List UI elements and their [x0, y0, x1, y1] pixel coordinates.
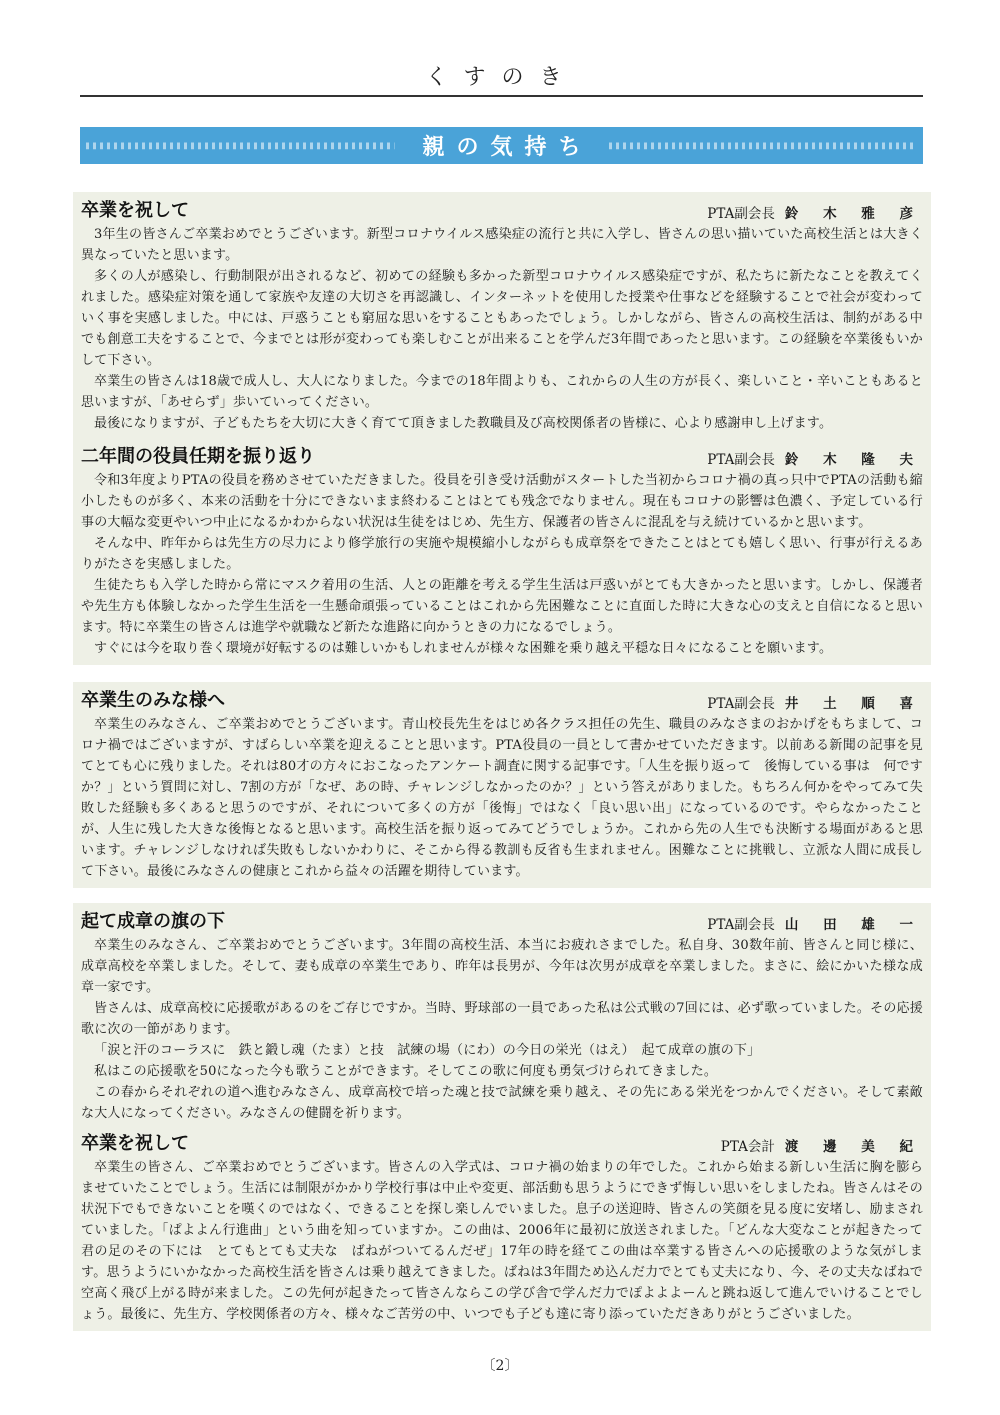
section-author — [707, 913, 923, 933]
section-title: 二年間の役員任期を振り返り — [81, 446, 315, 467]
section-header — [81, 1129, 923, 1155]
author-role: PTA副会長 — [707, 696, 775, 712]
section-paragraph: 「涙と汗のコーラスに 鉄と鍛し魂（たま）と技 試練の場（にわ）の今日の栄光（はえ） 起て成章の旗の下」 — [94, 1043, 761, 1058]
section-paragraph: 卒業生のみなさん、ご卒業おめでとうございます。青山校長先生をはじめ各クラス担任の先生、職員のみなさまのおかげをもちまして、コロナ禍ではございますが、すばらしい卒業を迎えることと思います。PTA役員の一員として書かせていただきます。以前ある新聞の記事を見てとても心に残りました。それは80才の方々におこなったアンケート調査に関する記事です。「人生を振り返って 後悔している事は 何ですか？」という質問に対し、7割の方が「なぜ、あの時、チャレンジしなかったのか？」という答えがありました。もちろん何かをやってみて失敗した経験も多くあると思うのですが、それについて多くの方が「後悔」ではなく「良い思い出」になっているのです。やらなかったことが、人生に残した大きな後悔となると思います。高校生活を振り返ってみてどうでしょうか。これから先の人生でも決断する場面があると思います。チャレンジしなければ失敗もしないかわりに、そこから得る教訓も反省も生まれません。困難なことに挑戦し、立派な人間に成長して下さい。最後にみなさんの健康とこれから益々の活躍を期待しています。 — [81, 717, 923, 879]
section-paragraph: 生徒たちも入学した時から常にマスク着用の生活、人との距離を考える学生生活は戸惑いがとても大きかったと思います。しかし、保護者や先生方も体験しなかった学生生活を一生懸命頑張っていることはこれから先困難なことに直面した時に大きな心の支えと自信になると思います。特に卒業生の皆さんは進学や就職など新たな進路に向かうときの力になるでしょう。 — [81, 578, 923, 635]
section-author — [707, 202, 923, 222]
author-role: PTA副会長 — [707, 452, 775, 468]
banner-title: 親の気持ち — [422, 135, 593, 160]
section-paragraph: 卒業生のみなさん、ご卒業おめでとうございます。3年間の高校生活、本当にお疲れさまでした。私自身、30数年前、皆さんと同じ様に、成章高校を卒業しました。そして、妻も成章の卒業生であり、昨年は長男が、今年は次男が成章を卒業しました。まさに、絵にかいた様な成章一家です。 — [81, 938, 923, 995]
message-section — [73, 1125, 937, 1331]
section-paragraph: 皆さんは、成章高校に応援歌があるのをご存じですか。当時、野球部の一員であった私は公式戦の7回には、必ず歌っていました。その応援歌に次の一節があります。 — [81, 1001, 923, 1037]
message-section — [73, 192, 931, 440]
author-name: 鈴 木 隆 夫 — [784, 452, 923, 468]
header-rule — [80, 95, 923, 97]
section-author — [707, 448, 923, 468]
section-author — [707, 692, 923, 712]
section-paragraph: 多くの人が感染し、行動制限が出されるなど、初めての経験も多かった新型コロナウイルス感染症ですが、私たちに新たなことを教えてくれました。感染症対策を通して家族や友達の大切さを再認識し、インターネットを使用した授業や仕事などを経験することで社会が変わっていく事を実感しました。中には、戸惑うことも窮屈な思いをすることもあったでしょう。しかしながら、皆さんの高校生活は、制約がある中でも創意工夫をすることで、今までとは形が変わっても楽しむことが出来ることを学んだ3年間であったと思います。この経験を卒業後もいかして下さい。 — [81, 269, 923, 368]
author-name: 井 土 順 喜 — [784, 696, 923, 712]
section-author — [721, 1135, 923, 1155]
author-name: 鈴 木 雅 彦 — [784, 206, 923, 222]
message-section — [73, 438, 931, 665]
running-head-title: くすのき — [425, 65, 578, 90]
page-number: 〔2〕 — [481, 1358, 519, 1374]
section-title: 卒業を祝して — [81, 1133, 189, 1154]
section-paragraph: 令和3年度よりPTAの役員を務めさせていただきました。役員を引き受け活動がスタートした当初からコロナ禍の真っ只中でPTAの活動も縮小したものが多く、本来の活動を十分にできないまま終わることはとても残念でなりません。現在もコロナの影響は色濃く、予定している行事の大幅な変更やいつ中止になるかわからない状況は生徒をはじめ、先生方、保護者の皆さんに混乱を与え続けているかと思います。 — [81, 473, 923, 530]
section-title: 卒業を祝して — [81, 200, 189, 221]
section-paragraph: 卒業生の皆さん、ご卒業おめでとうございます。皆さんの入学式は、コロナ禍の始まりの年でした。これから始まる新しい生活に胸を膨らませていたことでしょう。生活には制限がかかり学校行事は中止や変更、部活動も思うようにできず悔しい思いをしましたね。皆さんはその状況下でもできないことを嘆くのではなく、できることを探し楽しんでいました。息子の送迎時、皆さんの笑顔を見る度に安堵し、励まされていました。「ぱよよん行進曲」という曲を知っていますか。この曲は、2006年に最初に放送されました。「どんな大変なことが起きたって 君の足のその下には とてもとても丈夫な ばねがついてるんだぜ」17年の時を経てこの曲は卒業する皆さんへの応援歌のような気がします。思うようにいかなかった高校生活を皆さんは乗り越えてきました。ばねは3年間ため込んだ力でとても丈夫になり、今、その丈夫なばねで空高く飛び上がる時が来ました。この先何が起きたって皆さんならこの学び舎で学んだ力でぽよよよーんと跳ね返して進んでいけることでしょう。最後に、先生方、学校関係者の方々、様々なご苦労の中、いつでも子ども達に寄り添っていただきありがとうございました。 — [81, 1160, 937, 1322]
section-banner — [80, 127, 923, 164]
section-header — [81, 686, 923, 712]
author-role: PTA副会長 — [707, 917, 775, 933]
section-paragraph: そんな中、昨年からは先生方の尽力により修学旅行の実施や規模縮小しながらも成章祭をできたことはとても嬉しく思い、行事が行えるありがたさを実感しました。 — [81, 536, 923, 572]
section-paragraph: 3年生の皆さんご卒業おめでとうございます。新型コロナウイルス感染症の流行と共に入学し、皆さんの思い描いていた高校生活とは大きく異なっていたと思います。 — [81, 227, 923, 263]
section-title: 卒業生のみな様へ — [81, 690, 225, 711]
section-paragraph: 私はこの応援歌を50になった今も歌うことができます。そしてこの歌に何度も勇気づけられてきました。 — [94, 1064, 718, 1079]
section-title: 起て成章の旗の下 — [81, 911, 225, 932]
banner-wave-left — [86, 127, 395, 164]
author-name: 渡 邊 美 紀 — [784, 1139, 923, 1155]
section-paragraph: 最後になりますが、子どもたちを大切に大きく育てて頂きました教職員及び高校関係者の皆様に、心より感謝申し上げます。 — [94, 416, 833, 431]
section-paragraph: この春からそれぞれの道へ進むみなさん、成章高校で培った魂と技で試練を乗り越え、その先にある栄光をつかんでください。そして素敵な大人になってください。みなさんの健闘を祈ります。 — [81, 1085, 923, 1121]
section-header — [81, 442, 923, 468]
section-header — [81, 196, 923, 222]
message-section — [73, 903, 931, 1130]
message-section — [73, 682, 931, 888]
author-role: PTA副会長 — [707, 206, 775, 222]
section-paragraph: すぐには今を取り巻く環境が好転するのは難しいかもしれませんが様々な困難を乗り越え平穏な日々になることを願います。 — [94, 641, 833, 656]
banner-wave-right — [609, 127, 918, 164]
author-name: 山 田 雄 一 — [784, 917, 923, 933]
section-header — [81, 907, 923, 933]
section-paragraph: 卒業生の皆さんは18歳で成人し、大人になりました。今までの18年間よりも、これからの人生の方が長く、楽しいこと・辛いこともあると思いますが、「あせらず」歩いていってください。 — [81, 374, 923, 410]
author-role: PTA会計 — [720, 1139, 775, 1155]
